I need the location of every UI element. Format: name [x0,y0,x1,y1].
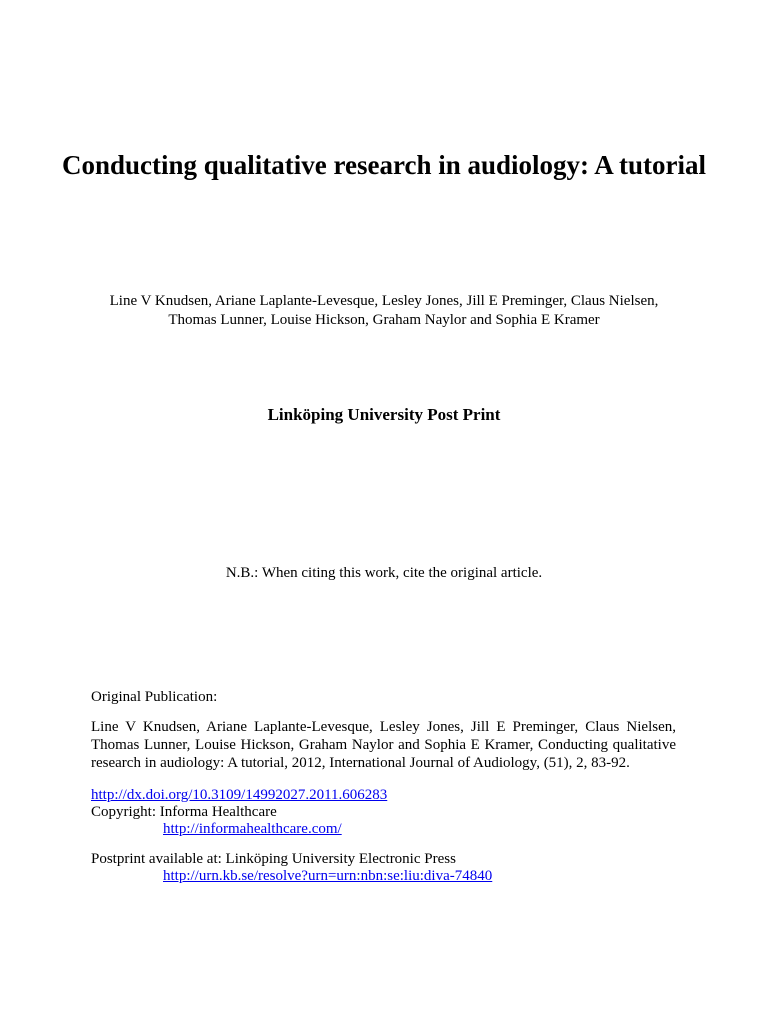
citation-text: Line V Knudsen, Ariane Laplante-Levesque, Lesley Jones, Jill E Preminger, Claus Nielsen, Thomas Lunner, Louise Hickson, Graham Naylor and Sophia E Kramer, Conducting qualitative research in audiology: A tutorial, 2012, International Journal of Audiology, (51), 2, 83-92. [91,719,676,771]
postprint-link[interactable]: http://urn.kb.se/resolve?urn=urn:nbn:se:liu:diva-74840 [163,868,493,884]
postprint-link-container [163,867,492,885]
citation-note: N.B.: When citing this work, cite the original article. [225,565,543,581]
postprint-text: Postprint available at: Linköping University Electronic Press [91,851,456,867]
institution-heading: Linköping University Post Print [267,405,501,424]
copyright-text: Copyright: Informa Healthcare [91,804,277,820]
publisher-link-container [163,820,342,838]
document-title: Conducting qualitative research in audiology: A tutorial [61,150,707,180]
author-line-2: Thomas Lunner, Louise Hickson, Graham Naylor and Sophia E Kramer [168,312,600,328]
author-line-1: Line V Knudsen, Ariane Laplante-Levesque, Lesley Jones, Jill E Preminger, Claus Nielsen, [109,293,659,309]
author-list [80,292,688,330]
doi-link[interactable]: http://dx.doi.org/10.3109/14992027.2011.606283 [91,787,388,803]
publisher-link[interactable]: http://informahealthcare.com/ [163,821,342,837]
doi-link-container [91,786,387,804]
original-publication-heading: Original Publication: [91,689,218,705]
